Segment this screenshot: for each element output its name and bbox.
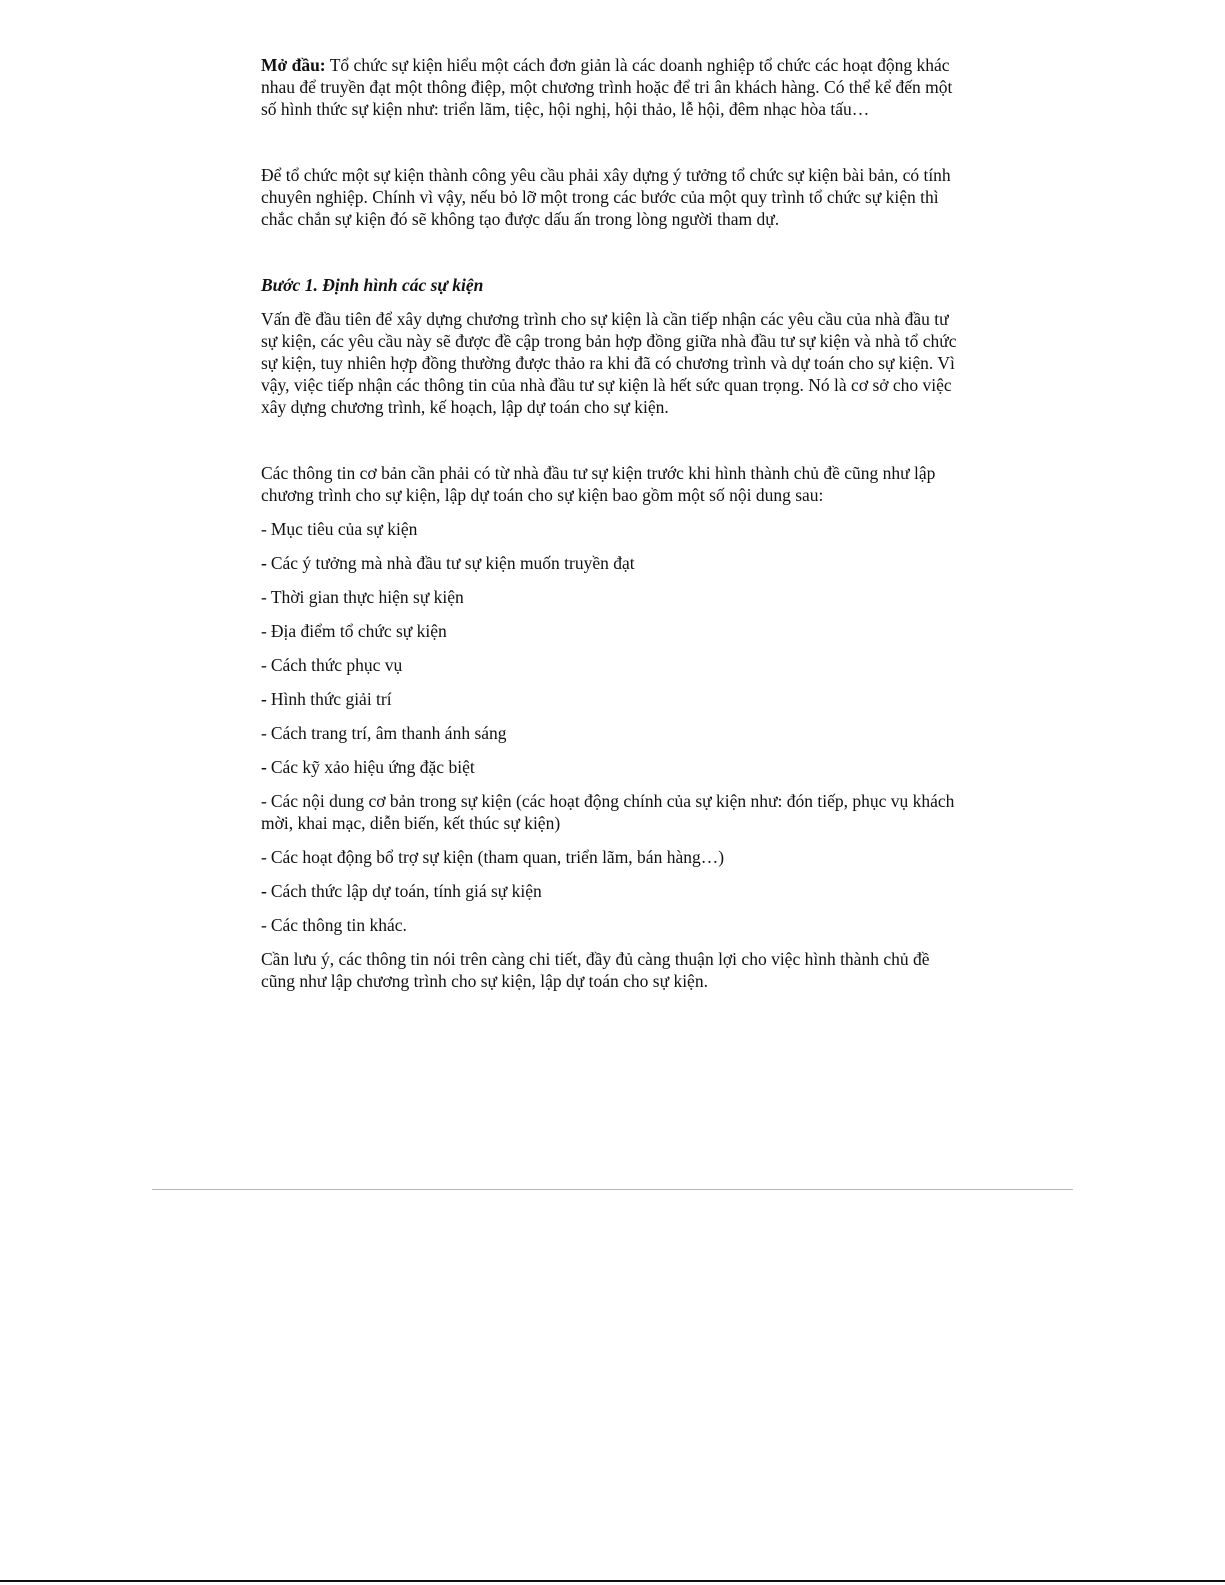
list-dash: -	[261, 847, 267, 867]
list-item	[261, 756, 965, 778]
paragraph-success-requirements: Để tổ chức một sự kiện thành công yêu cầu phải xây dựng ý tưởng tổ chức sự kiện bài bản, có tính chuyên nghiệp. Chính vì vậy, nếu bỏ lỡ một trong các bước của một quy trình tổ chức sự kiện thì chắc chắn sự kiện đó sẽ không tạo được dấu ấn trong lòng người tham dự.	[261, 165, 951, 229]
list-dash: -	[261, 553, 267, 573]
list-item-text: Các kỹ xảo hiệu ứng đặc biệt	[270, 757, 475, 777]
list-dash: -	[261, 519, 267, 539]
list-item	[261, 790, 965, 834]
list-item-text: Hình thức giải trí	[270, 689, 392, 709]
list-item	[261, 688, 965, 710]
list-item-text: Địa điểm tổ chức sự kiện	[270, 621, 447, 641]
page-divider	[152, 1189, 1073, 1190]
list-item-text: Thời gian thực hiện sự kiện	[270, 587, 464, 607]
list-item	[261, 654, 965, 676]
list-item-text: Các thông tin khác.	[270, 915, 407, 935]
list-item-text: Mục tiêu của sự kiện	[270, 519, 418, 539]
list-dash: -	[261, 757, 267, 777]
list-dash: -	[261, 621, 267, 641]
list-item	[261, 722, 965, 744]
closing-paragraph: Cần lưu ý, các thông tin nói trên càng chi tiết, đầy đủ càng thuận lợi cho việc hình thành chủ đề cũng như lập chương trình cho sự kiện, lập dự toán cho sự kiện.	[261, 949, 930, 991]
list-item-text: Các nội dung cơ bản trong sự kiện (các hoạt động chính của sự kiện như: đón tiếp, phục vụ khách mời, khai mạc, diễn biến, kết thúc sự kiện)	[261, 791, 955, 833]
list-dash: -	[261, 587, 267, 607]
page-bottom-edge	[0, 1580, 1225, 1582]
step1-heading: Bước 1. Định hình các sự kiện	[261, 275, 484, 295]
list-item	[261, 914, 965, 936]
list-item-text: Các hoạt động bổ trợ sự kiện (tham quan, triển lãm, bán hàng…)	[270, 847, 725, 867]
list-dash: -	[261, 791, 267, 811]
list-item	[261, 620, 965, 642]
list-item-text: Cách trang trí, âm thanh ánh sáng	[270, 723, 507, 743]
step1-paragraph: Vấn đề đầu tiên để xây dựng chương trình cho sự kiện là cần tiếp nhận các yêu cầu của nhà đầu tư sự kiện, các yêu cầu này sẽ được đề cập trong bản hợp đồng giữa nhà đầu tư sự kiện và nhà tổ chức sự kiện, tuy nhiên hợp đồng thường được thảo ra khi đã có chương trình và dự toán cho sự kiện. Vì vậy, việc tiếp nhận các thông tin của nhà đầu tư sự kiện là hết sức quan trọng. Nó là cơ sở cho việc xây dựng chương trình, kế hoạch, lập dự toán cho sự kiện.	[261, 309, 957, 417]
list-item	[261, 518, 965, 540]
intro-label: Mở đầu:	[261, 55, 326, 75]
list-dash: -	[261, 655, 267, 675]
list-dash: -	[261, 723, 267, 743]
basic-info-paragraph: Các thông tin cơ bản cần phải có từ nhà đầu tư sự kiện trước khi hình thành chủ đề cũng như lập chương trình cho sự kiện, lập dự toán cho sự kiện bao gồm một số nội dung sau:	[261, 463, 936, 505]
list-item-text: Các ý tưởng mà nhà đầu tư sự kiện muốn truyền đạt	[270, 553, 635, 573]
document-body	[261, 54, 965, 992]
list-item-text: Cách thức phục vụ	[270, 655, 403, 675]
requirement-list	[261, 518, 965, 936]
list-dash: -	[261, 689, 267, 709]
list-dash: -	[261, 881, 267, 901]
list-item-text: Cách thức lập dự toán, tính giá sự kiện	[270, 881, 542, 901]
list-item	[261, 846, 965, 868]
list-item	[261, 586, 965, 608]
list-item	[261, 552, 965, 574]
intro-paragraph	[261, 54, 965, 120]
list-dash: -	[261, 915, 267, 935]
intro-text: Tổ chức sự kiện hiểu một cách đơn giản là các doanh nghiệp tổ chức các hoạt động khác nhau để truyền đạt một thông điệp, một chương trình hoặc để tri ân khách hàng. Có thể kể đến một số hình thức sự kiện như: triển lãm, tiệc, hội nghị, hội thảo, lễ hội, đêm nhạc hòa tấu…	[261, 55, 953, 119]
list-item	[261, 880, 965, 902]
